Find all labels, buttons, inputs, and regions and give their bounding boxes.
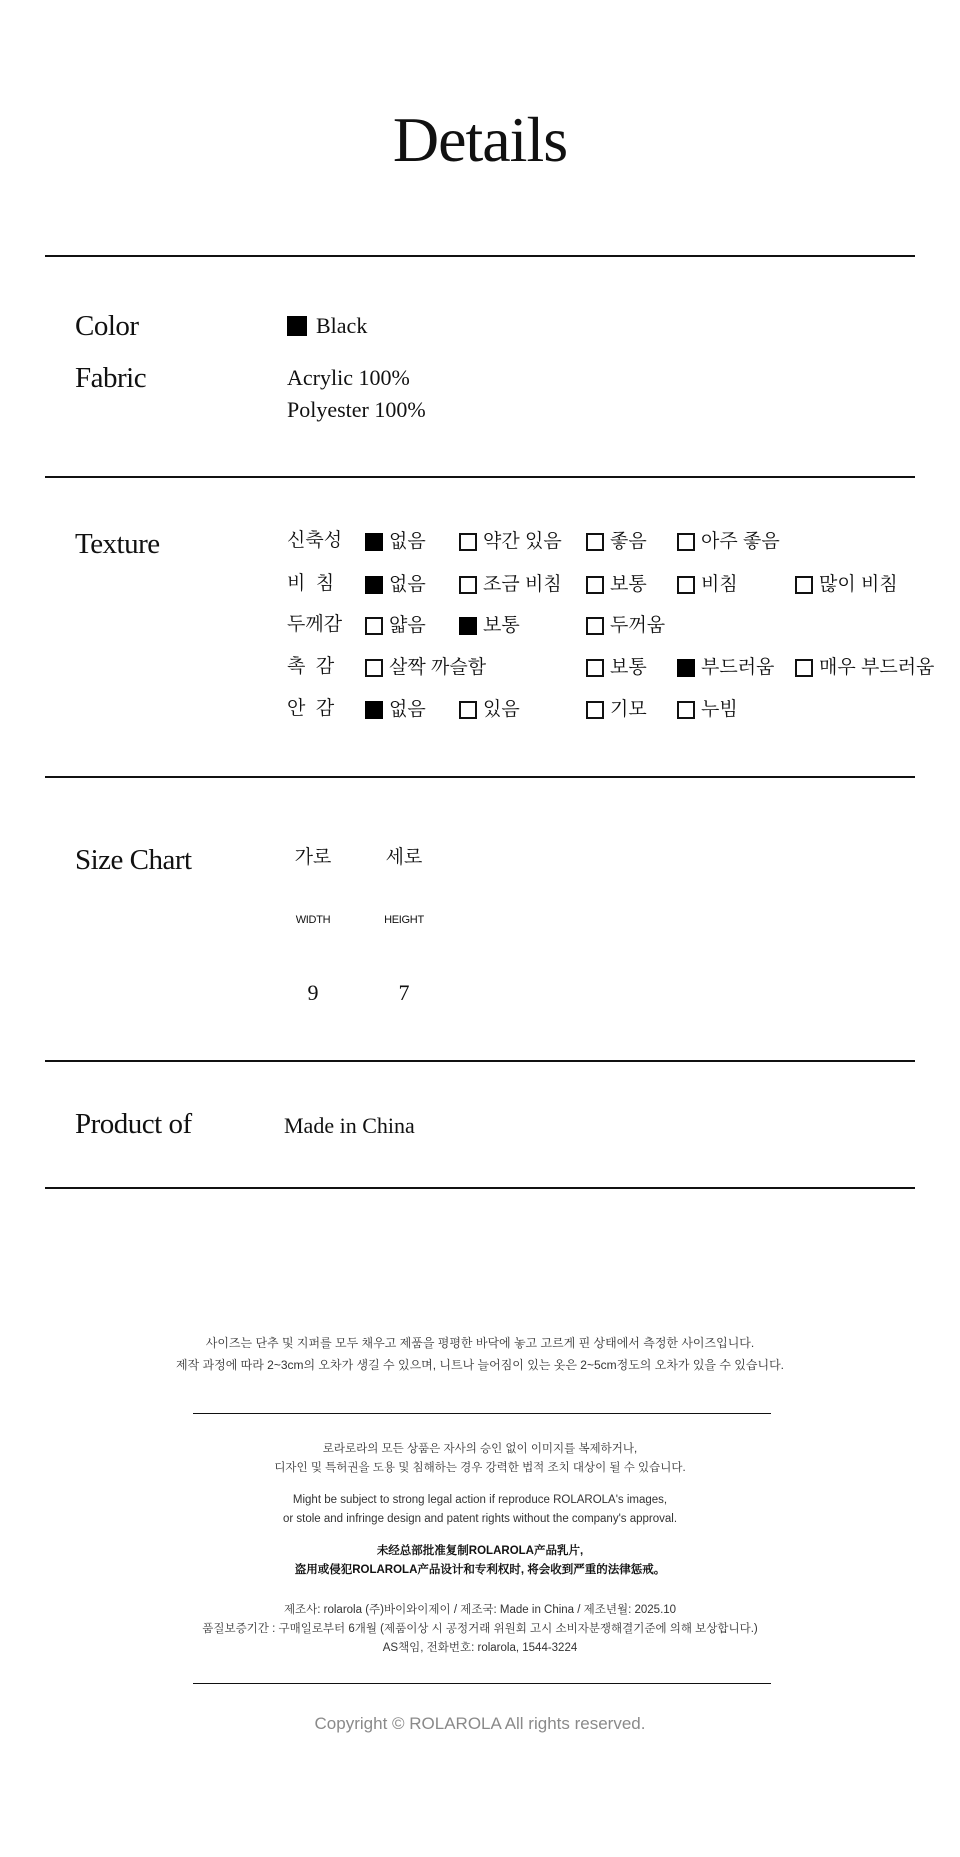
divider [193,1683,771,1684]
texture-option [677,571,738,599]
texture-option [459,612,520,640]
color-value: Black [316,313,368,338]
divider [45,776,915,778]
texture-option-label: 기모 [610,699,647,720]
unchecked-box-icon [586,659,604,677]
texture-option-label: 살짝 까슬함 [389,657,487,678]
texture-option-label: 비침 [701,574,738,595]
size-col-width-en: WIDTH [295,914,331,926]
unchecked-box-icon [677,533,695,551]
texture-option [677,528,780,556]
texture-option [365,571,426,599]
size-note: 제작 과정에 따라 2~3cm의 오차가 생길 수 있으며, 니트나 늘어짐이 있는 옷은 2~5cm정도의 오차가 있을 수 있습니다. [176,1358,784,1372]
texture-option [586,528,647,556]
texture-option [586,612,665,640]
divider [45,255,915,257]
size-width-value: 9 [307,980,319,1005]
divider [45,1187,915,1189]
copyright-en: or stole and infringe design and patent rights without the company's approval. [282,1513,678,1525]
footer-copyright: Copyright © ROLAROLA All rights reserved. [314,1714,646,1733]
color-label: Color [75,310,139,342]
unchecked-box-icon [365,617,383,635]
unchecked-box-icon [365,659,383,677]
unchecked-box-icon [459,533,477,551]
checked-box-icon [459,617,477,635]
divider [193,1413,771,1414]
texture-option-label: 아주 좋음 [701,531,780,552]
texture-option-label: 보통 [610,657,647,678]
page-title: Details [392,104,568,175]
warranty-info: 품질보증기간 : 구매일로부터 6개월 (제품이상 시 공정거래 위원회 고시 소비자분쟁해결기준에 의해 보상합니다.) [202,1623,758,1635]
texture-option [586,571,647,599]
product-of-value: Made in China [284,1113,415,1138]
unchecked-box-icon [795,576,813,594]
texture-label: Texture [75,528,160,560]
texture-option-label: 없음 [389,699,426,720]
texture-row-name: 비 침 [287,573,335,594]
texture-option [677,654,774,682]
texture-row-name: 촉 감 [287,656,335,677]
size-col-height-en: HEIGHT [384,914,424,926]
unchecked-box-icon [459,576,477,594]
unchecked-box-icon [459,701,477,719]
fabric-line: Acrylic 100% [287,365,410,390]
fabric-line: Polyester 100% [287,397,426,422]
texture-option-label: 누빔 [701,699,738,720]
texture-option-label: 보통 [610,574,647,595]
texture-option [586,696,647,724]
texture-option-label: 보통 [483,615,520,636]
product-of-label: Product of [75,1108,192,1140]
unchecked-box-icon [586,576,604,594]
texture-row-name: 안 감 [287,698,335,719]
texture-option [365,696,426,724]
maker-info: 제조사: rolarola (주)바이와이제이 / 제조국: Made in China / 제조년월: 2025.10 [283,1604,677,1616]
checked-box-icon [677,659,695,677]
texture-option [459,696,520,724]
texture-option [586,654,647,682]
texture-option [365,654,486,682]
texture-option [365,612,426,640]
size-height-value: 7 [398,980,410,1005]
checked-box-icon [365,533,383,551]
size-note: 사이즈는 단추 및 지퍼를 모두 채우고 제품을 평평한 바닥에 놓고 고르게 핀 상태에서 측정한 사이즈입니다. [205,1336,755,1350]
texture-option [459,528,562,556]
texture-option-label: 없음 [389,574,426,595]
texture-option-label: 부드러움 [701,657,775,678]
divider [45,1060,915,1062]
divider [45,476,915,478]
copyright-ko: 디자인 및 특허권을 도용 및 침해하는 경우 강력한 법적 조치 대상이 될 수 있습니다. [274,1462,686,1474]
fabric-label: Fabric [75,362,147,394]
texture-option [677,696,738,724]
texture-option [795,571,898,599]
texture-option-label: 있음 [483,699,520,720]
checked-box-icon [365,576,383,594]
texture-row-name: 신축성 [287,530,343,551]
texture-option-label: 없음 [389,531,426,552]
unchecked-box-icon [677,701,695,719]
unchecked-box-icon [677,576,695,594]
size-col-height-ko: 세로 [385,847,423,868]
texture-row-name: 두께감 [287,614,343,635]
texture-option-label: 두꺼움 [610,615,666,636]
texture-option-label: 많이 비침 [819,574,898,595]
texture-option [365,528,426,556]
unchecked-box-icon [586,701,604,719]
copyright-ko: 로라로라의 모든 상품은 자사의 승인 없이 이미지를 복제하거나, [322,1443,638,1455]
copyright-zh: 盗用或侵犯ROLAROLA产品设计和专利权时, 将会收到严重的法律惩戒。 [294,1564,666,1576]
size-chart-label: Size Chart [75,844,192,876]
checked-box-icon [365,701,383,719]
texture-option-label: 얇음 [389,615,426,636]
copyright-zh: 未经总部批准复制ROLAROLA产品乳片, [376,1545,584,1557]
as-info: AS책임, 전화번호: rolarola, 1544-3224 [382,1642,578,1654]
unchecked-box-icon [795,659,813,677]
texture-option [459,571,562,599]
size-col-width-ko: 가로 [294,847,332,868]
color-swatch [287,316,307,336]
texture-option [795,654,934,682]
texture-option-label: 매우 부드러움 [819,657,935,678]
unchecked-box-icon [586,533,604,551]
texture-option-label: 약간 있음 [483,531,562,552]
texture-option-label: 조금 비침 [483,574,562,595]
copyright-en: Might be subject to strong legal action if reproduce ROLAROLA's images, [292,1494,668,1506]
unchecked-box-icon [586,617,604,635]
texture-option-label: 좋음 [610,531,647,552]
